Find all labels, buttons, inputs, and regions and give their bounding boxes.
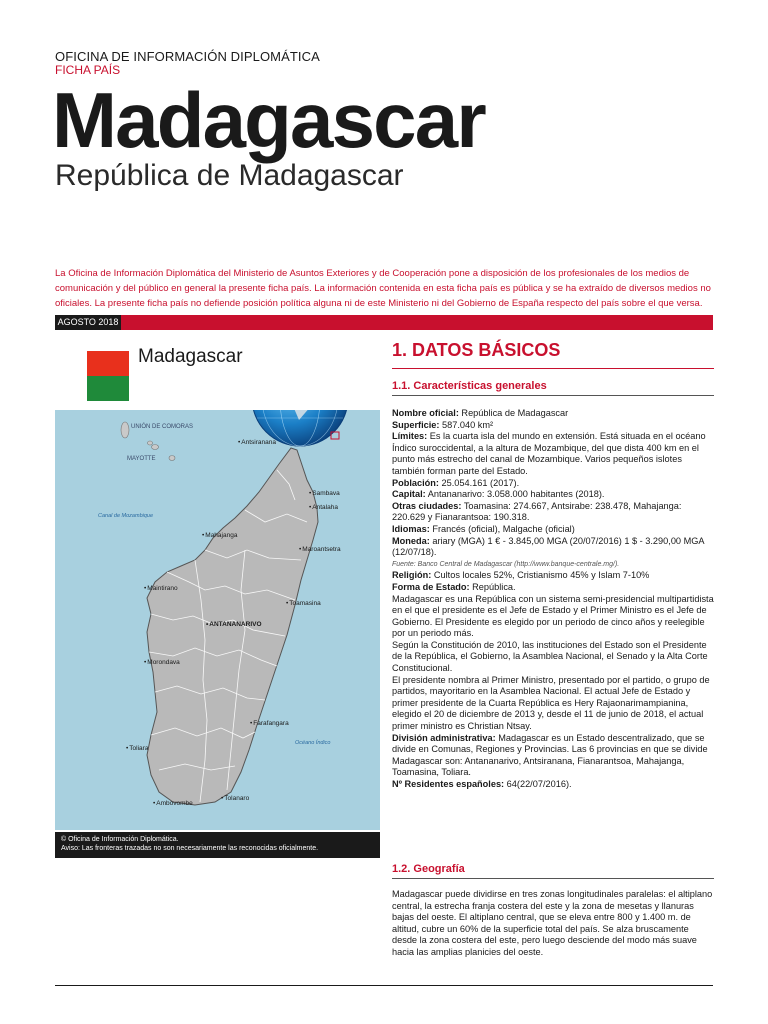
city-mahajanga: • Mahajanga: [202, 532, 237, 539]
document-type: FICHA PAÍS: [55, 63, 121, 77]
mayotte-label: MAYOTTE: [127, 456, 156, 462]
comoros-label: UNIÓN DE COMORAS: [131, 424, 194, 430]
date-label: AGOSTO 2018: [55, 315, 121, 330]
geography-text: Madagascar puede dividirse en tres zonas longitudinales paralelas: el altiplano central, la estrecha franja costera del este y la zona de mesetas y llanuras bajas del oeste. El altiplano central, que se eleva entre 800 y 1.400 m. de altitud, cubre un 60% de la superficie total del país. Se alza bruscamente desde la zona costera del este, pero luego desciende del modo más suave hacia las amplias planicies del oeste.: [392, 889, 713, 957]
city-ambovombe: • Ambovombe: [153, 800, 193, 807]
map-header: [55, 340, 380, 410]
city-antsiranana: • Antsiranana: [238, 439, 276, 446]
subsection-geography-title: 1.2. Geografía: [392, 863, 465, 875]
city-maroantsetra: • Maroantsetra: [299, 546, 341, 553]
subsection-divider: [392, 395, 714, 396]
subsection-divider: [392, 878, 714, 879]
madagascar-map-icon: [55, 410, 380, 830]
city-morondava: • Morondava: [144, 659, 180, 666]
general-characteristics: Nombre oficial: República de Madagascar Superficie: 587.040 km² Límites: Es la cuarta isla del mundo en extensión. Está situada en el océano Índico suroccidental, a la altura de Mozambique, del que dista 400 km en el punto más estrecho del canal de Mozambique. Varios pequeños islotes también forman parte del Estado. Población: 25.054.161 (2017). Capital: Antananarivo: 3.058.000 habitantes (2018). Otras ciudades: Toamasina: 274.667, Antsirabe: 238.478, Mahajanga: 220.629 y Fianarantsoa: 190.318. Idiomas: Francés (oficial), Malgache (oficial) Moneda: ariary (MGA) 1 € - 3.845,00 MGA (20/07/2016) 1 $ - 3.290,00 MGA (12/07/18). Fuente: Banco Central de Madagascar (http://www.banque-centrale.mg/). Religión: Cultos locales 52%, Cristianismo 45% y Islam 7-10% Forma de Estado: República. Madagascar es una República con un sistema semi-presidencial multipartidista en el que el presidente es el Jefe de Estado y el Primer Ministro es el Jefe de Gobierno. El Presidente es elegido por un periodo de cinco años y reelegible por un periodo más. Según la Constitución de 2010, las instituciones del Estado son el Presidente de la República, el Gobierno, la Asamblea Nacional, el Senado y la Alta Corte Constitucional. El presidente nombra al Primer Ministro, presentado por el partido, o grupo de partidos, mayoritario en la Asamblea Nacional. El actual Jefe de Estado y primer presidente de la Cuarta República es Hery Rajaonarimampianina, elegido el 20 de diciembre de 2013 y, desde el 11 de junio de 2018, el actual primer ministro es Christian Ntsay. División administrativa: Madagascar es un Estado descentralizado, que se divide en Comunas, Regiones y Provincias. Las 6 provincias en que se divide Madagascar son: Antananarivo, Antsiranana, Fianarantsoa, Mahajanga, Toamasina, Toliara. Nº Residentes españoles: 64(22/07/2016).: [392, 408, 714, 789]
page-subtitle: República de Madagascar: [55, 159, 404, 192]
city-tolanaro: • Tolanaro: [221, 795, 249, 802]
map-caption: [55, 832, 380, 858]
office-name: OFICINA DE INFORMACIÓN DIPLOMÁTICA: [55, 49, 320, 64]
date-bar: [55, 315, 713, 330]
section-title: 1. DATOS BÁSICOS: [392, 340, 561, 360]
footer-rule: [55, 985, 713, 986]
city-toliara: • Toliara: [126, 745, 148, 752]
map-copyright: © Oficina de Información Diplomática.: [61, 836, 179, 843]
city-toamasina: • Toamasina: [286, 600, 321, 607]
intro-disclaimer: La Oficina de Información Diplomática del Ministerio de Asuntos Exteriores y de Cooperación pone a disposición de los profesionales de los medios de comunicación y del público en general la presente ficha país. La información contenida en esta ficha país es pública y se ha extraído de diversos medios no oficiales. La presente ficha país no defiende posición política alguna ni de este Ministerio ni del Gobierno de España respecto del país sobre el que versa.: [55, 268, 711, 309]
city-sambava: • Sambava: [309, 490, 340, 497]
ocean-label: Océano Índico: [295, 740, 331, 746]
city-antananarivo: • ANTANANARIVO: [206, 621, 262, 628]
country-map: [55, 410, 380, 830]
city-farafangara: • Farafangara: [250, 720, 289, 727]
map-disclaimer: Aviso: Las fronteras trazadas no son necesariamente las reconocidas oficialmente.: [61, 845, 319, 852]
map-panel: [55, 340, 380, 858]
subsection-general-title: 1.1. Características generales: [392, 380, 547, 392]
city-antalaha: • Antalaha: [309, 504, 338, 511]
page-title: Madagascar: [52, 76, 485, 164]
map-title: Madagascar: [138, 346, 243, 367]
section-divider: [392, 368, 714, 369]
channel-label: Canal de Mozambique: [98, 513, 154, 519]
city-maintirano: • Maintirano: [144, 585, 178, 592]
flag-icon: [67, 351, 129, 401]
